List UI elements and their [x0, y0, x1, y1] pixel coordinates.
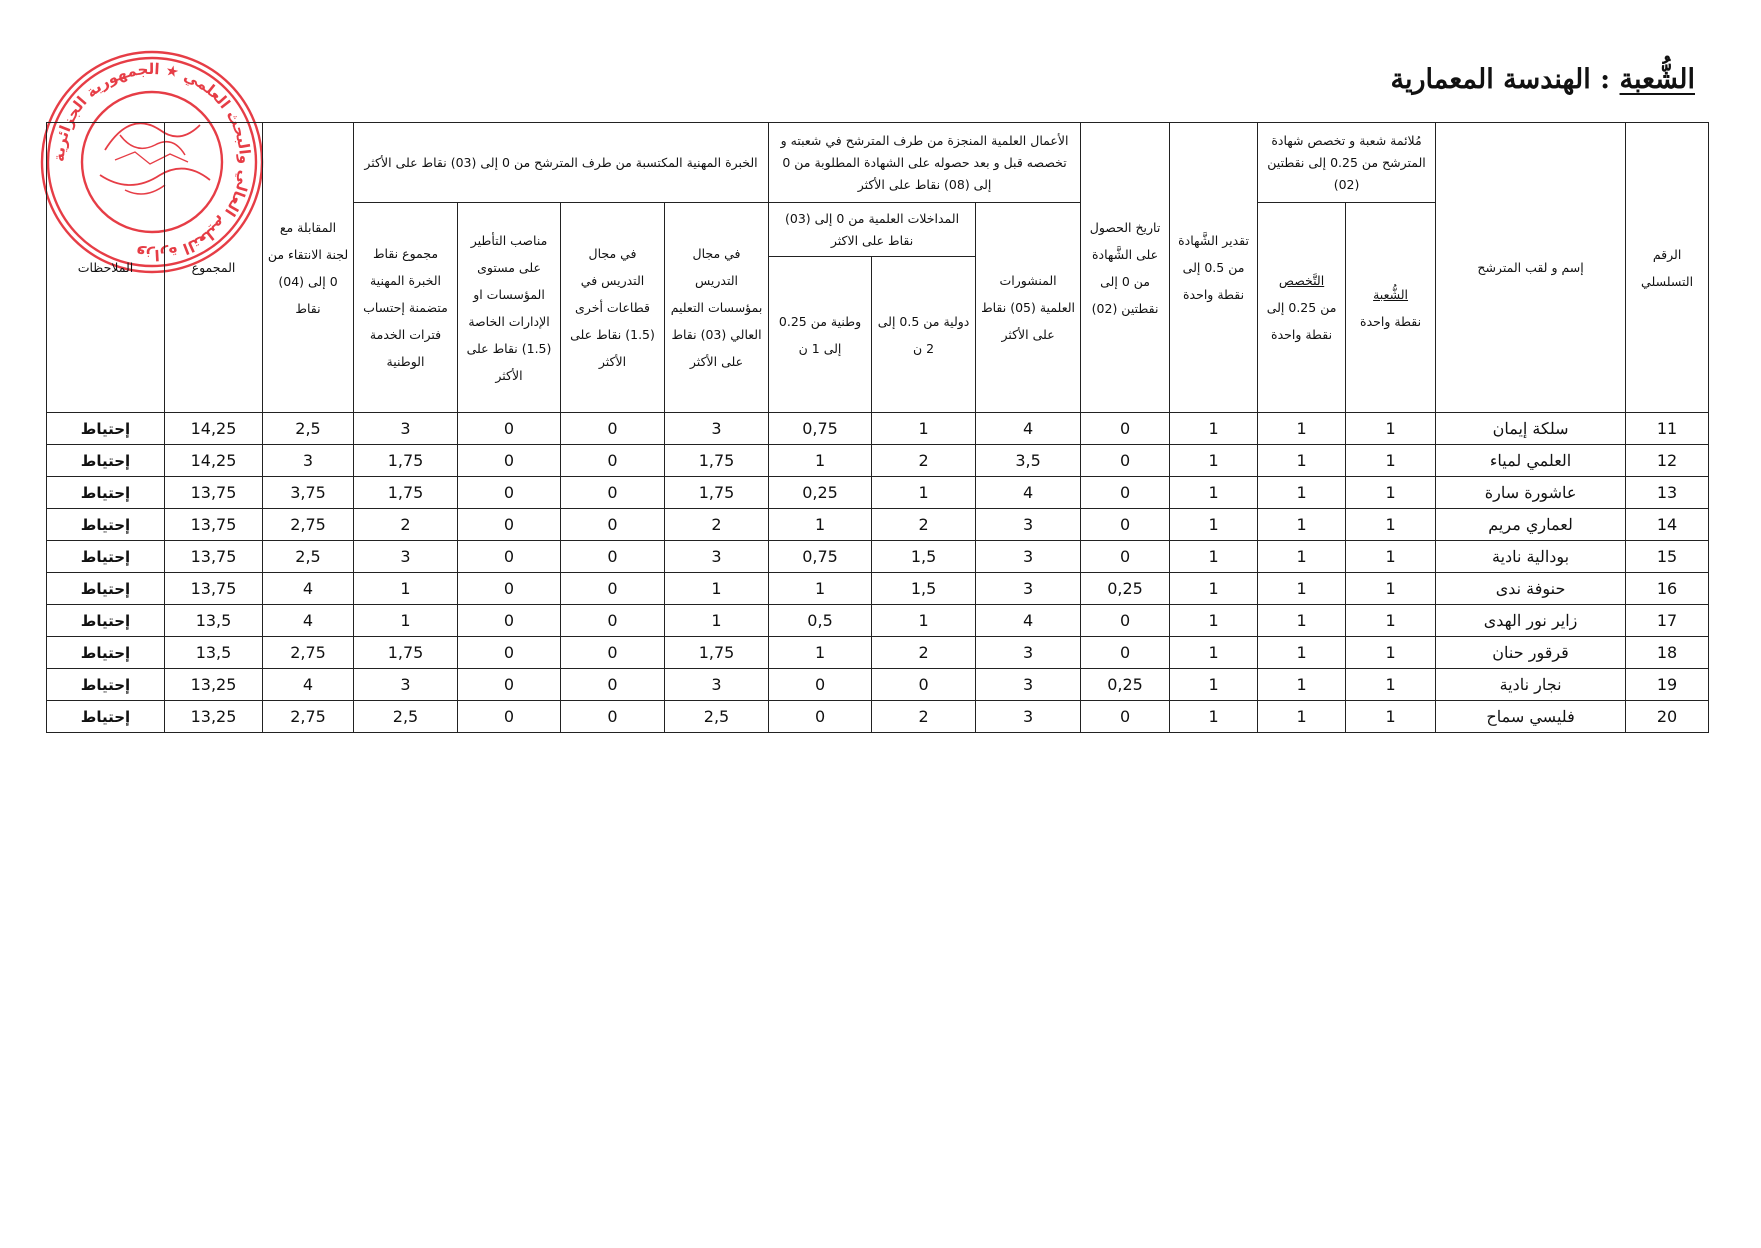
- cell-total: 13,5: [165, 637, 263, 669]
- cell-serial: 12: [1626, 445, 1709, 477]
- cell-supervision: 0: [458, 637, 561, 669]
- table-row: [47, 573, 1709, 605]
- header-teaching-higher: في مجال التدريس بمؤسسات التعليم العالي (03) نقاط على الأكثر: [665, 203, 769, 413]
- cell-teach-higher: 3: [665, 541, 769, 573]
- cell-natl: 0: [769, 701, 872, 733]
- cell-teach-higher: 2,5: [665, 701, 769, 733]
- cell-intl: 1: [872, 605, 976, 637]
- cell-exp-total: 1,75: [354, 445, 458, 477]
- cell-grade: 1: [1170, 477, 1258, 509]
- cell-exp-total: 3: [354, 669, 458, 701]
- cell-teach-other: 0: [561, 605, 665, 637]
- cell-teach-other: 0: [561, 509, 665, 541]
- cell-branch: 1: [1346, 669, 1436, 701]
- cell-intl: 2: [872, 637, 976, 669]
- cell-interview: 3: [263, 445, 354, 477]
- table-row: [47, 413, 1709, 445]
- cell-pub: 4: [976, 477, 1081, 509]
- cell-name: عاشورة سارة: [1436, 477, 1626, 509]
- cell-branch: 1: [1346, 509, 1436, 541]
- cell-date: 0: [1081, 701, 1170, 733]
- cell-grade: 1: [1170, 445, 1258, 477]
- header-national: وطنية من 0.25 إلى 1 ن: [769, 257, 872, 413]
- cell-serial: 16: [1626, 573, 1709, 605]
- cell-serial: 18: [1626, 637, 1709, 669]
- cell-pub: 3: [976, 669, 1081, 701]
- cell-note: إحتياط: [47, 477, 165, 509]
- cell-date: 0: [1081, 445, 1170, 477]
- seal-text: وزارة التعليم العالي والبحث العلمي ★ الجمهورية الجزائرية: [49, 59, 255, 265]
- cell-grade: 1: [1170, 541, 1258, 573]
- table-row: [47, 541, 1709, 573]
- cell-teach-higher: 1,75: [665, 637, 769, 669]
- cell-intl: 1: [872, 413, 976, 445]
- cell-interview: 2,5: [263, 413, 354, 445]
- cell-teach-other: 0: [561, 701, 665, 733]
- header-experience-group: الخبرة المهنية المكتسبة من طرف المترشح من 0 إلى (03) نقاط على الأكثر: [354, 123, 769, 203]
- cell-exp-total: 3: [354, 413, 458, 445]
- table-row: [47, 701, 1709, 733]
- cell-interview: 2,75: [263, 637, 354, 669]
- cell-teach-higher: 1,75: [665, 445, 769, 477]
- cell-natl: 0,75: [769, 541, 872, 573]
- cell-date: 0: [1081, 605, 1170, 637]
- ranking-table-body: [47, 413, 1709, 733]
- cell-name: بودالية نادية: [1436, 541, 1626, 573]
- cell-spec: 1: [1258, 445, 1346, 477]
- cell-exp-total: 2,5: [354, 701, 458, 733]
- cell-interview: 4: [263, 605, 354, 637]
- cell-serial: 13: [1626, 477, 1709, 509]
- cell-intl: 1: [872, 477, 976, 509]
- cell-name: قرقور حنان: [1436, 637, 1626, 669]
- cell-branch: 1: [1346, 637, 1436, 669]
- cell-pub: 3: [976, 509, 1081, 541]
- cell-grade: 1: [1170, 413, 1258, 445]
- cell-exp-total: 1,75: [354, 477, 458, 509]
- header-experience-total: مجموع نقاط الخبرة المهنية متضمنة إحتساب فترات الخدمة الوطنية: [354, 203, 458, 413]
- cell-grade: 1: [1170, 701, 1258, 733]
- cell-supervision: 0: [458, 701, 561, 733]
- cell-spec: 1: [1258, 637, 1346, 669]
- cell-supervision: 0: [458, 669, 561, 701]
- header-serial: الرقم التسلسلي: [1626, 123, 1709, 413]
- cell-total: 13,75: [165, 477, 263, 509]
- ranking-table: [46, 122, 1709, 733]
- page-title: [1391, 64, 1695, 95]
- cell-branch: 1: [1346, 477, 1436, 509]
- cell-exp-total: 1: [354, 573, 458, 605]
- cell-natl: 1: [769, 509, 872, 541]
- cell-teach-other: 0: [561, 573, 665, 605]
- header-publications: المنشورات العلمية (05) نقاط على الأكثر: [976, 203, 1081, 413]
- cell-grade: 1: [1170, 573, 1258, 605]
- cell-teach-other: 0: [561, 413, 665, 445]
- cell-total: 14,25: [165, 413, 263, 445]
- cell-intl: 2: [872, 701, 976, 733]
- cell-grade: 1: [1170, 669, 1258, 701]
- cell-note: إحتياط: [47, 573, 165, 605]
- header-fit-branch-title: الشُّعبة: [1373, 286, 1409, 302]
- cell-name: حنوفة ندى: [1436, 573, 1626, 605]
- header-fit-spec: [1258, 203, 1346, 413]
- header-total: المجموع: [165, 123, 263, 413]
- cell-spec: 1: [1258, 477, 1346, 509]
- cell-supervision: 0: [458, 509, 561, 541]
- table-row: [47, 477, 1709, 509]
- header-fit-branch-detail: نقطة واحدة: [1360, 313, 1422, 329]
- cell-branch: 1: [1346, 413, 1436, 445]
- cell-exp-total: 3: [354, 541, 458, 573]
- cell-serial: 17: [1626, 605, 1709, 637]
- table-row: [47, 509, 1709, 541]
- cell-name: العلمي لمياء: [1436, 445, 1626, 477]
- cell-natl: 1: [769, 637, 872, 669]
- cell-grade: 1: [1170, 637, 1258, 669]
- cell-spec: 1: [1258, 573, 1346, 605]
- cell-intl: 1,5: [872, 573, 976, 605]
- cell-branch: 1: [1346, 573, 1436, 605]
- cell-total: 13,25: [165, 701, 263, 733]
- header-works-group: الأعمال العلمية المنجزة من طرف المترشح في شعبته و تخصصه قبل و بعد حصوله على الشهادة المطلوبة من 0 إلى (08) نقاط على الأكثر: [769, 123, 1081, 203]
- cell-interview: 4: [263, 669, 354, 701]
- cell-pub: 3: [976, 541, 1081, 573]
- cell-total: 14,25: [165, 445, 263, 477]
- cell-pub: 3,5: [976, 445, 1081, 477]
- cell-spec: 1: [1258, 541, 1346, 573]
- cell-teach-other: 0: [561, 669, 665, 701]
- cell-date: 0,25: [1081, 669, 1170, 701]
- table-row: [47, 605, 1709, 637]
- header-fit-branch: [1346, 203, 1436, 413]
- cell-interview: 2,75: [263, 509, 354, 541]
- table-row: [47, 445, 1709, 477]
- cell-name: لعماري مريم: [1436, 509, 1626, 541]
- cell-date: 0,25: [1081, 573, 1170, 605]
- cell-total: 13,25: [165, 669, 263, 701]
- cell-date: 0: [1081, 541, 1170, 573]
- cell-natl: 1: [769, 445, 872, 477]
- cell-spec: 1: [1258, 509, 1346, 541]
- cell-teach-higher: 3: [665, 669, 769, 701]
- cell-teach-higher: 1: [665, 573, 769, 605]
- cell-total: 13,75: [165, 541, 263, 573]
- cell-note: إحتياط: [47, 445, 165, 477]
- header-supervision: مناصب التأطير على مستوى المؤسسات او الإدارات الخاصة (1.5) نقاط على الأكثر: [458, 203, 561, 413]
- cell-intl: 0: [872, 669, 976, 701]
- cell-intl: 1,5: [872, 541, 976, 573]
- cell-natl: 0: [769, 669, 872, 701]
- cell-supervision: 0: [458, 477, 561, 509]
- cell-teach-other: 0: [561, 445, 665, 477]
- cell-branch: 1: [1346, 701, 1436, 733]
- title-separator: :: [1590, 64, 1620, 95]
- cell-supervision: 0: [458, 413, 561, 445]
- cell-teach-higher: 1,75: [665, 477, 769, 509]
- cell-teach-other: 0: [561, 637, 665, 669]
- header-interview: المقابلة مع لجنة الانتقاء من 0 إلى (04) نقاط: [263, 123, 354, 413]
- cell-note: إحتياط: [47, 637, 165, 669]
- cell-pub: 3: [976, 701, 1081, 733]
- cell-date: 0: [1081, 637, 1170, 669]
- cell-total: 13,75: [165, 509, 263, 541]
- cell-natl: 1: [769, 573, 872, 605]
- header-name: إسم و لقب المترشح: [1436, 123, 1626, 413]
- cell-total: 13,75: [165, 573, 263, 605]
- cell-grade: 1: [1170, 509, 1258, 541]
- cell-teach-other: 0: [561, 541, 665, 573]
- cell-interview: 4: [263, 573, 354, 605]
- table-row: [47, 669, 1709, 701]
- table-row: [47, 637, 1709, 669]
- cell-serial: 11: [1626, 413, 1709, 445]
- cell-pub: 4: [976, 605, 1081, 637]
- cell-serial: 14: [1626, 509, 1709, 541]
- header-international: دولية من 0.5 إلى 2 ن: [872, 257, 976, 413]
- cell-name: سلكة إيمان: [1436, 413, 1626, 445]
- header-teaching-other: في مجال التدريس في قطاعات أخرى (1.5) نقاط على الأكثر: [561, 203, 665, 413]
- cell-intl: 2: [872, 509, 976, 541]
- cell-supervision: 0: [458, 445, 561, 477]
- cell-name: فليسي سماح: [1436, 701, 1626, 733]
- cell-name: زاير نور الهدى: [1436, 605, 1626, 637]
- cell-teach-higher: 3: [665, 413, 769, 445]
- cell-teach-higher: 1: [665, 605, 769, 637]
- cell-spec: 1: [1258, 701, 1346, 733]
- cell-note: إحتياط: [47, 701, 165, 733]
- title-label: الشُّعبة: [1619, 64, 1695, 95]
- cell-teach-higher: 2: [665, 509, 769, 541]
- cell-natl: 0,25: [769, 477, 872, 509]
- cell-date: 0: [1081, 509, 1170, 541]
- cell-total: 13,5: [165, 605, 263, 637]
- cell-serial: 20: [1626, 701, 1709, 733]
- cell-supervision: 0: [458, 541, 561, 573]
- cell-grade: 1: [1170, 605, 1258, 637]
- cell-exp-total: 1: [354, 605, 458, 637]
- header-fit-group: مُلائمة شعبة و تخصص شهادة المترشح من 0.25 إلى نقطتين (02): [1258, 123, 1436, 203]
- header-fit-spec-detail: من 0.25 إلى نقطة واحدة: [1266, 300, 1337, 342]
- header-interventions-group: المداخلات العلمية من 0 إلى (03) نقاط على الاكثر: [769, 203, 976, 257]
- cell-branch: 1: [1346, 605, 1436, 637]
- cell-pub: 3: [976, 637, 1081, 669]
- cell-serial: 19: [1626, 669, 1709, 701]
- cell-spec: 1: [1258, 605, 1346, 637]
- header-fit-spec-title: التَّخصص: [1278, 273, 1325, 288]
- cell-interview: 2,75: [263, 701, 354, 733]
- cell-supervision: 0: [458, 605, 561, 637]
- cell-exp-total: 1,75: [354, 637, 458, 669]
- cell-date: 0: [1081, 477, 1170, 509]
- cell-spec: 1: [1258, 669, 1346, 701]
- cell-natl: 0,5: [769, 605, 872, 637]
- cell-note: إحتياط: [47, 541, 165, 573]
- cell-teach-other: 0: [561, 477, 665, 509]
- cell-spec: 1: [1258, 413, 1346, 445]
- cell-serial: 15: [1626, 541, 1709, 573]
- cell-name: نجار نادية: [1436, 669, 1626, 701]
- title-value: الهندسة المعمارية: [1390, 64, 1591, 95]
- cell-intl: 2: [872, 445, 976, 477]
- header-notes: الملاحظات: [47, 123, 165, 413]
- cell-exp-total: 2: [354, 509, 458, 541]
- cell-branch: 1: [1346, 445, 1436, 477]
- cell-branch: 1: [1346, 541, 1436, 573]
- cell-note: إحتياط: [47, 509, 165, 541]
- cell-note: إحتياط: [47, 605, 165, 637]
- cell-pub: 3: [976, 573, 1081, 605]
- cell-interview: 2,5: [263, 541, 354, 573]
- cell-interview: 3,75: [263, 477, 354, 509]
- cell-date: 0: [1081, 413, 1170, 445]
- cell-note: إحتياط: [47, 669, 165, 701]
- header-date: تاريخ الحصول على الشَّهادة من 0 إلى نقطتين (02): [1081, 123, 1170, 413]
- cell-natl: 0,75: [769, 413, 872, 445]
- cell-pub: 4: [976, 413, 1081, 445]
- header-grade: تقدير الشَّهادة من 0.5 إلى نقطة واحدة: [1170, 123, 1258, 413]
- cell-note: إحتياط: [47, 413, 165, 445]
- cell-supervision: 0: [458, 573, 561, 605]
